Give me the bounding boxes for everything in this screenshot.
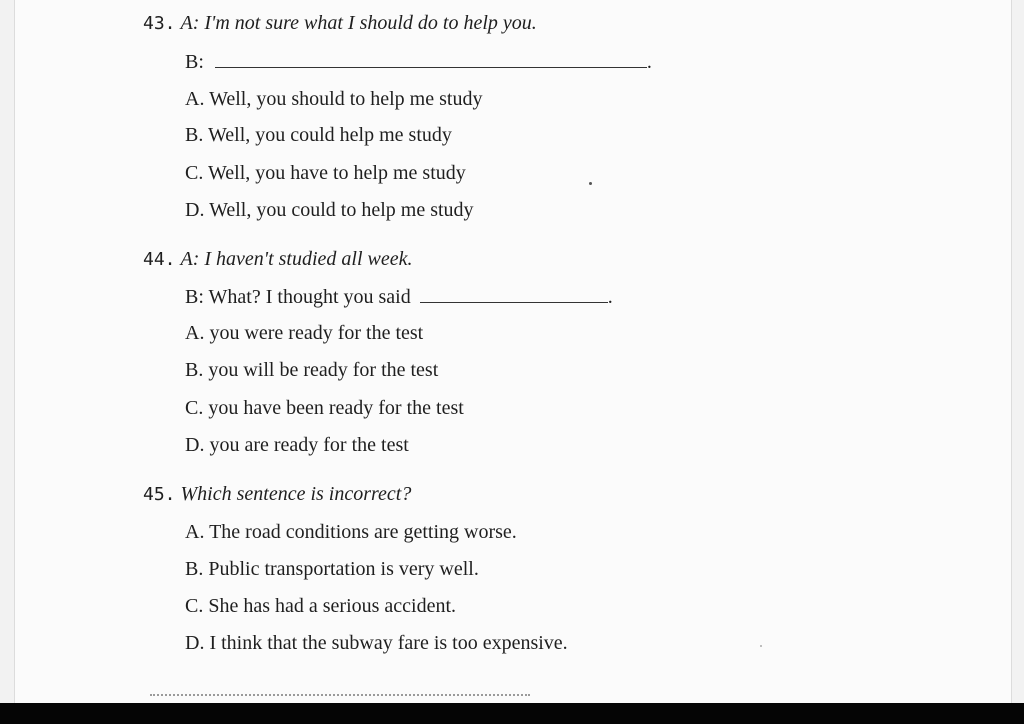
question-43-response (185, 51, 652, 73)
question-44-response-prefix: B: What? I thought you said (185, 286, 411, 308)
question-43-response-suffix: . (646, 51, 652, 73)
question-44-option-b: B. you will be ready for the test (185, 359, 439, 381)
bottom-black-bar (0, 703, 1024, 724)
question-45-option-a: A. The road conditions are getting worse. (185, 521, 517, 543)
question-43 (143, 12, 537, 35)
question-44 (143, 248, 413, 271)
question-45-option-c: C. She has had a serious accident. (185, 595, 457, 617)
question-45 (143, 483, 411, 506)
stray-mark (760, 645, 762, 647)
right-margin (1011, 0, 1024, 703)
question-43-response-prefix: B: (185, 51, 204, 73)
question-44-option-a: A. you were ready for the test (185, 322, 424, 344)
question-43-option-d: D. Well, you could to help me study (185, 199, 474, 221)
left-margin (0, 0, 15, 703)
question-44-option-c: C. you have been ready for the test (185, 397, 464, 419)
stray-mark (589, 182, 592, 185)
question-43-number: 43. (143, 13, 176, 34)
question-45-option-d: D. I think that the subway fare is too expensive. (185, 632, 568, 654)
question-43-option-c: C. Well, you have to help me study (185, 162, 466, 184)
question-45-number: 45. (143, 484, 176, 505)
question-43-prompt: A: I'm not sure what I should do to help you. (180, 12, 537, 34)
question-44-answer-blank (420, 286, 608, 303)
question-44-response-suffix: . (607, 286, 613, 308)
question-44-response (185, 286, 613, 308)
question-45-option-b: B. Public transportation is very well. (185, 558, 479, 580)
question-44-prompt: A: I haven't studied all week. (180, 248, 413, 270)
question-45-prompt: Which sentence is incorrect? (180, 483, 412, 505)
cut-off-text-line (150, 694, 530, 696)
question-43-option-a: A. Well, you should to help me study (185, 88, 483, 110)
question-44-number: 44. (143, 249, 176, 270)
question-43-answer-blank (215, 51, 647, 68)
worksheet-page (15, 0, 1011, 703)
question-43-option-b: B. Well, you could help me study (185, 124, 452, 146)
question-44-option-d: D. you are ready for the test (185, 434, 409, 456)
